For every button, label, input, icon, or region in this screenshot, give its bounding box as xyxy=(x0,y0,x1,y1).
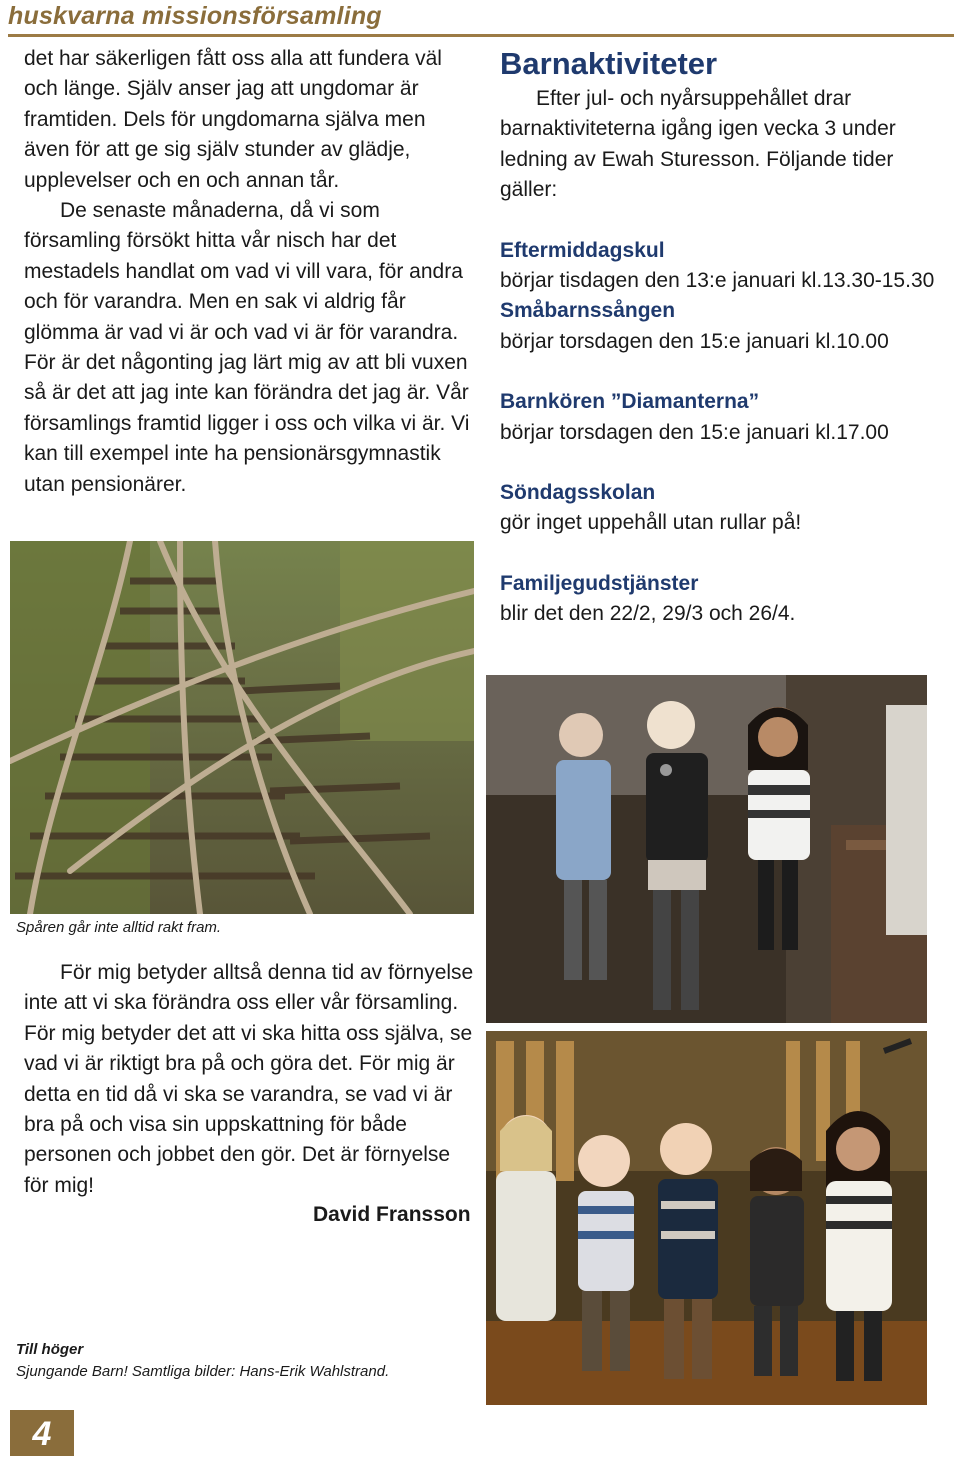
activity-item xyxy=(500,236,940,297)
children-activities-section xyxy=(500,44,940,630)
activity-name: Familjegudstjänster xyxy=(500,571,699,595)
activity-name: Barnkören ”Diamanterna” xyxy=(500,390,760,414)
activity-name: Eftermiddagskul xyxy=(500,238,665,262)
article-paragraph: För mig betyder alltså denna tid av förnyelse inte att vi ska förändra oss eller vår församling. För mig betyder det att vi ska hitta oss själva, se vad vi är riktigt bra på och göra det. För mig är detta en tid då vi ska se varandra, se vad vi är bra på och visa sin uppskattning för både personen och jobbet den gör. Det är förnyelse för mig! xyxy=(24,961,474,1197)
publication-title: huskvarna missionsförsamling xyxy=(8,2,382,30)
activity-item xyxy=(500,387,940,448)
section-intro: Efter jul- och nyårsuppehållet drar barnaktiviteterna igång igen vecka 3 under ledning av Ewah Sturesson. Följande tider gäller: xyxy=(500,87,896,202)
activity-detail: blir det den 22/2, 29/3 och 26/4. xyxy=(500,602,796,626)
article-paragraph: De senaste månaderna, då vi som församling försökt hitta vår nisch har det mestadels handlat om vad vi vill vara, för andra och för varandra. Men en sak vi aldrig får glömma är vad vi är och vad vi är för varandra. För är det någonting jag lärt mig av att bli vuxen så är det att jag inte kan förändra det jag är. Vår församlings framtid ligger i oss och vilka vi är. Vi kan till exempel inte ha pensionärsgymnastik utan pensionärer. xyxy=(24,199,470,496)
page-number: 4 xyxy=(10,1410,74,1456)
activity-name: Småbarnssången xyxy=(500,299,676,323)
section-title: Barnaktiviteter xyxy=(500,46,718,81)
children-choir-photo xyxy=(486,1031,927,1405)
children-singing-photo xyxy=(486,675,927,1023)
header-divider xyxy=(8,34,954,37)
activity-name: Söndagsskolan xyxy=(500,481,656,505)
photo-caption: Spåren går inte alltid rakt fram. xyxy=(16,919,222,936)
activity-detail: börjar tisdagen den 13:e januari kl.13.30-15.30 xyxy=(500,269,935,293)
article-left-column xyxy=(24,44,476,500)
activity-detail: gör inget uppehåll utan rullar på! xyxy=(500,511,802,535)
activity-item xyxy=(500,296,940,357)
caption-text: Sjungande Barn! Samtliga bilder: Hans-Erik Wahlstrand. xyxy=(16,1363,390,1380)
activity-item xyxy=(500,478,940,539)
railway-tracks-photo xyxy=(10,541,474,914)
activity-detail: börjar torsdagen den 15:e januari kl.10.00 xyxy=(500,329,889,353)
caption-title: Till höger xyxy=(16,1341,84,1358)
author-signature: David Fransson xyxy=(313,1203,471,1226)
closing-paragraph xyxy=(24,958,476,1201)
photo-credit-caption xyxy=(16,1339,389,1383)
activity-detail: börjar torsdagen den 15:e januari kl.17.00 xyxy=(500,420,889,444)
article-paragraph: det har säkerligen fått oss alla att fundera väl och länge. Själv anser jag att ungdomar är framtiden. Dels för ungdomarna själva men även för att ge sig själv stunder av glädje, upplevelser och en och annan tår. xyxy=(24,47,442,192)
activity-item xyxy=(500,569,940,630)
